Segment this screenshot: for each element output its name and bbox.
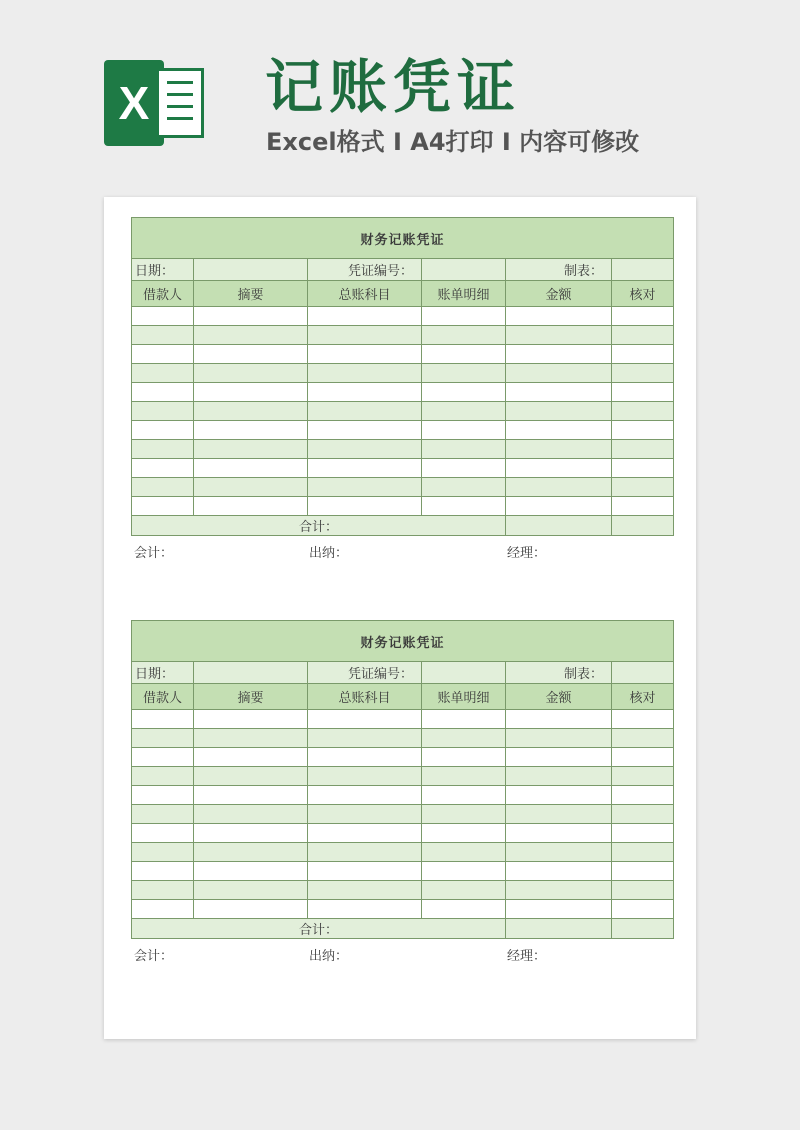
table-cell[interactable] xyxy=(612,843,674,862)
table-row xyxy=(132,824,674,843)
column-header: 总账科目 xyxy=(308,684,422,710)
table-cell[interactable] xyxy=(194,805,308,824)
table-cell[interactable] xyxy=(132,862,194,881)
table-cell[interactable] xyxy=(422,843,506,862)
voucher-title: 财务记账凭证 xyxy=(132,218,674,259)
table-cell[interactable] xyxy=(506,440,612,459)
page-subtitle: Excel格式 I A4打印 I 内容可修改 xyxy=(266,128,640,156)
table-cell[interactable] xyxy=(612,824,674,843)
table-cell[interactable] xyxy=(132,440,194,459)
voucher-number-label: 凭证编号： xyxy=(308,259,422,281)
table-cell[interactable] xyxy=(194,402,308,421)
table-cell[interactable] xyxy=(194,326,308,345)
table-cell[interactable] xyxy=(612,345,674,364)
table-cell[interactable] xyxy=(194,767,308,786)
table-cell[interactable] xyxy=(194,383,308,402)
table-cell[interactable] xyxy=(132,478,194,497)
table-cell[interactable] xyxy=(612,786,674,805)
table-cell[interactable] xyxy=(194,824,308,843)
cashier-label: 出纳： xyxy=(309,546,349,561)
table-cell[interactable] xyxy=(422,767,506,786)
signature-row xyxy=(131,536,673,560)
voucher-2 xyxy=(131,620,673,963)
table-cell[interactable] xyxy=(506,900,612,919)
table-row xyxy=(132,900,674,919)
table-cell[interactable] xyxy=(422,824,506,843)
column-header: 总账科目 xyxy=(308,281,422,307)
table-cell[interactable] xyxy=(308,345,422,364)
table-cell[interactable] xyxy=(612,402,674,421)
table-row xyxy=(132,402,674,421)
voucher-1 xyxy=(131,217,673,560)
table-cell[interactable] xyxy=(422,497,506,516)
table-row xyxy=(132,459,674,478)
table-row xyxy=(132,307,674,326)
table-cell[interactable] xyxy=(612,767,674,786)
table-row xyxy=(132,710,674,729)
table-cell[interactable] xyxy=(422,805,506,824)
table-row xyxy=(132,478,674,497)
table-cell[interactable] xyxy=(506,478,612,497)
table-cell[interactable] xyxy=(308,862,422,881)
table-cell[interactable] xyxy=(612,326,674,345)
column-header: 摘要 xyxy=(194,281,308,307)
table-cell[interactable] xyxy=(612,805,674,824)
voucher-number-cell[interactable] xyxy=(422,662,506,684)
column-header: 账单明细 xyxy=(422,684,506,710)
table-cell[interactable] xyxy=(422,440,506,459)
table-cell[interactable] xyxy=(194,478,308,497)
table-cell[interactable] xyxy=(308,767,422,786)
table-cell[interactable] xyxy=(506,824,612,843)
manager-label: 经理： xyxy=(507,546,547,561)
table-cell[interactable] xyxy=(308,497,422,516)
table-cell[interactable] xyxy=(132,345,194,364)
column-header: 账单明细 xyxy=(422,281,506,307)
table-cell[interactable] xyxy=(506,786,612,805)
date-label: 日期： xyxy=(132,662,194,684)
cashier-label: 出纳： xyxy=(309,949,349,964)
column-header: 核对 xyxy=(612,684,674,710)
column-header: 借款人 xyxy=(132,684,194,710)
total-amount-cell[interactable] xyxy=(506,919,612,939)
table-cell[interactable] xyxy=(308,748,422,767)
date-label: 日期： xyxy=(132,259,194,281)
voucher-table xyxy=(131,217,674,536)
table-cell[interactable] xyxy=(506,326,612,345)
table-cell[interactable] xyxy=(194,459,308,478)
maker-cell[interactable] xyxy=(612,259,674,281)
table-cell[interactable] xyxy=(194,440,308,459)
table-cell[interactable] xyxy=(132,326,194,345)
table-cell[interactable] xyxy=(132,748,194,767)
table-cell[interactable] xyxy=(194,497,308,516)
voucher-title: 财务记账凭证 xyxy=(132,621,674,662)
table-cell[interactable] xyxy=(308,326,422,345)
total-check-cell[interactable] xyxy=(612,516,674,536)
table-cell[interactable] xyxy=(506,881,612,900)
table-cell[interactable] xyxy=(308,478,422,497)
table-cell[interactable] xyxy=(194,862,308,881)
table-cell[interactable] xyxy=(422,345,506,364)
table-row xyxy=(132,383,674,402)
table-cell[interactable] xyxy=(612,729,674,748)
table-cell[interactable] xyxy=(194,729,308,748)
table-cell[interactable] xyxy=(308,440,422,459)
table-cell[interactable] xyxy=(132,459,194,478)
column-header: 核对 xyxy=(612,281,674,307)
table-cell[interactable] xyxy=(132,383,194,402)
total-label: 合计： xyxy=(132,516,506,536)
table-cell[interactable] xyxy=(422,383,506,402)
column-header: 摘要 xyxy=(194,684,308,710)
table-cell[interactable] xyxy=(422,326,506,345)
table-cell[interactable] xyxy=(194,900,308,919)
table-cell[interactable] xyxy=(308,843,422,862)
table-row xyxy=(132,881,674,900)
table-cell[interactable] xyxy=(132,786,194,805)
table-cell[interactable] xyxy=(506,497,612,516)
total-row xyxy=(132,919,674,939)
table-cell[interactable] xyxy=(308,881,422,900)
table-row xyxy=(132,843,674,862)
table-cell[interactable] xyxy=(132,843,194,862)
table-cell[interactable] xyxy=(132,900,194,919)
table-cell[interactable] xyxy=(308,729,422,748)
table-cell[interactable] xyxy=(506,748,612,767)
table-cell[interactable] xyxy=(506,805,612,824)
table-cell[interactable] xyxy=(422,900,506,919)
table-cell[interactable] xyxy=(194,881,308,900)
table-cell[interactable] xyxy=(194,843,308,862)
table-row xyxy=(132,421,674,440)
table-cell[interactable] xyxy=(422,478,506,497)
table-cell[interactable] xyxy=(422,748,506,767)
table-cell[interactable] xyxy=(506,307,612,326)
table-cell[interactable] xyxy=(422,710,506,729)
maker-cell[interactable] xyxy=(612,662,674,684)
table-row xyxy=(132,862,674,881)
table-cell[interactable] xyxy=(308,421,422,440)
table-cell[interactable] xyxy=(132,881,194,900)
table-cell[interactable] xyxy=(612,364,674,383)
table-cell[interactable] xyxy=(132,729,194,748)
table-cell[interactable] xyxy=(194,748,308,767)
table-cell[interactable] xyxy=(506,862,612,881)
voucher-table xyxy=(131,620,674,939)
table-cell[interactable] xyxy=(612,881,674,900)
table-row xyxy=(132,326,674,345)
table-cell[interactable] xyxy=(612,478,674,497)
column-header: 借款人 xyxy=(132,281,194,307)
table-cell[interactable] xyxy=(506,402,612,421)
table-row xyxy=(132,729,674,748)
table-cell[interactable] xyxy=(132,805,194,824)
table-cell[interactable] xyxy=(612,748,674,767)
total-amount-cell[interactable] xyxy=(506,516,612,536)
table-cell[interactable] xyxy=(506,383,612,402)
table-cell[interactable] xyxy=(506,364,612,383)
table-cell[interactable] xyxy=(506,729,612,748)
page-title: 记账凭证 xyxy=(265,53,522,121)
table-cell[interactable] xyxy=(612,307,674,326)
table-cell[interactable] xyxy=(422,881,506,900)
total-label: 合计： xyxy=(132,919,506,939)
column-header: 金额 xyxy=(506,281,612,307)
table-cell[interactable] xyxy=(422,364,506,383)
table-row xyxy=(132,805,674,824)
signature-row xyxy=(131,939,673,963)
table-cell[interactable] xyxy=(506,767,612,786)
table-cell[interactable] xyxy=(132,364,194,383)
table-row xyxy=(132,440,674,459)
maker-label: 制表： xyxy=(506,259,612,281)
voucher-number-label: 凭证编号： xyxy=(308,662,422,684)
total-check-cell[interactable] xyxy=(612,919,674,939)
date-cell[interactable] xyxy=(194,259,308,281)
column-header: 金额 xyxy=(506,684,612,710)
accountant-label: 会计： xyxy=(134,949,174,964)
table-cell[interactable] xyxy=(132,824,194,843)
table-cell[interactable] xyxy=(506,459,612,478)
total-row xyxy=(132,516,674,536)
table-cell[interactable] xyxy=(422,402,506,421)
table-cell[interactable] xyxy=(506,421,612,440)
excel-icon xyxy=(104,60,206,146)
table-cell[interactable] xyxy=(308,710,422,729)
table-cell[interactable] xyxy=(612,440,674,459)
table-row xyxy=(132,748,674,767)
table-row xyxy=(132,345,674,364)
table-row xyxy=(132,786,674,805)
table-cell[interactable] xyxy=(612,459,674,478)
table-cell[interactable] xyxy=(612,900,674,919)
table-cell[interactable] xyxy=(194,710,308,729)
table-cell[interactable] xyxy=(422,459,506,478)
table-cell[interactable] xyxy=(308,364,422,383)
table-cell[interactable] xyxy=(194,421,308,440)
table-cell[interactable] xyxy=(612,710,674,729)
table-cell[interactable] xyxy=(132,402,194,421)
table-cell[interactable] xyxy=(132,497,194,516)
table-row xyxy=(132,767,674,786)
table-cell[interactable] xyxy=(422,421,506,440)
table-cell[interactable] xyxy=(422,307,506,326)
table-cell[interactable] xyxy=(132,767,194,786)
table-cell[interactable] xyxy=(308,307,422,326)
excel-logo-letter: X xyxy=(118,77,150,129)
table-cell[interactable] xyxy=(132,307,194,326)
table-cell[interactable] xyxy=(506,345,612,364)
table-cell[interactable] xyxy=(308,402,422,421)
table-cell[interactable] xyxy=(194,307,308,326)
maker-label: 制表： xyxy=(506,662,612,684)
table-cell[interactable] xyxy=(194,345,308,364)
table-cell[interactable] xyxy=(612,497,674,516)
table-cell[interactable] xyxy=(506,710,612,729)
table-cell[interactable] xyxy=(612,421,674,440)
table-cell[interactable] xyxy=(194,786,308,805)
table-cell[interactable] xyxy=(308,786,422,805)
table-cell[interactable] xyxy=(132,421,194,440)
table-cell[interactable] xyxy=(194,364,308,383)
table-cell[interactable] xyxy=(308,900,422,919)
table-cell[interactable] xyxy=(308,459,422,478)
table-cell[interactable] xyxy=(132,710,194,729)
table-cell[interactable] xyxy=(506,843,612,862)
table-cell[interactable] xyxy=(612,383,674,402)
table-cell[interactable] xyxy=(422,729,506,748)
manager-label: 经理： xyxy=(507,949,547,964)
table-cell[interactable] xyxy=(422,862,506,881)
table-cell[interactable] xyxy=(308,824,422,843)
voucher-number-cell[interactable] xyxy=(422,259,506,281)
table-cell[interactable] xyxy=(308,805,422,824)
table-row xyxy=(132,364,674,383)
date-cell[interactable] xyxy=(194,662,308,684)
table-row xyxy=(132,497,674,516)
accountant-label: 会计： xyxy=(134,546,174,561)
table-cell[interactable] xyxy=(422,786,506,805)
table-cell[interactable] xyxy=(612,862,674,881)
table-cell[interactable] xyxy=(308,383,422,402)
